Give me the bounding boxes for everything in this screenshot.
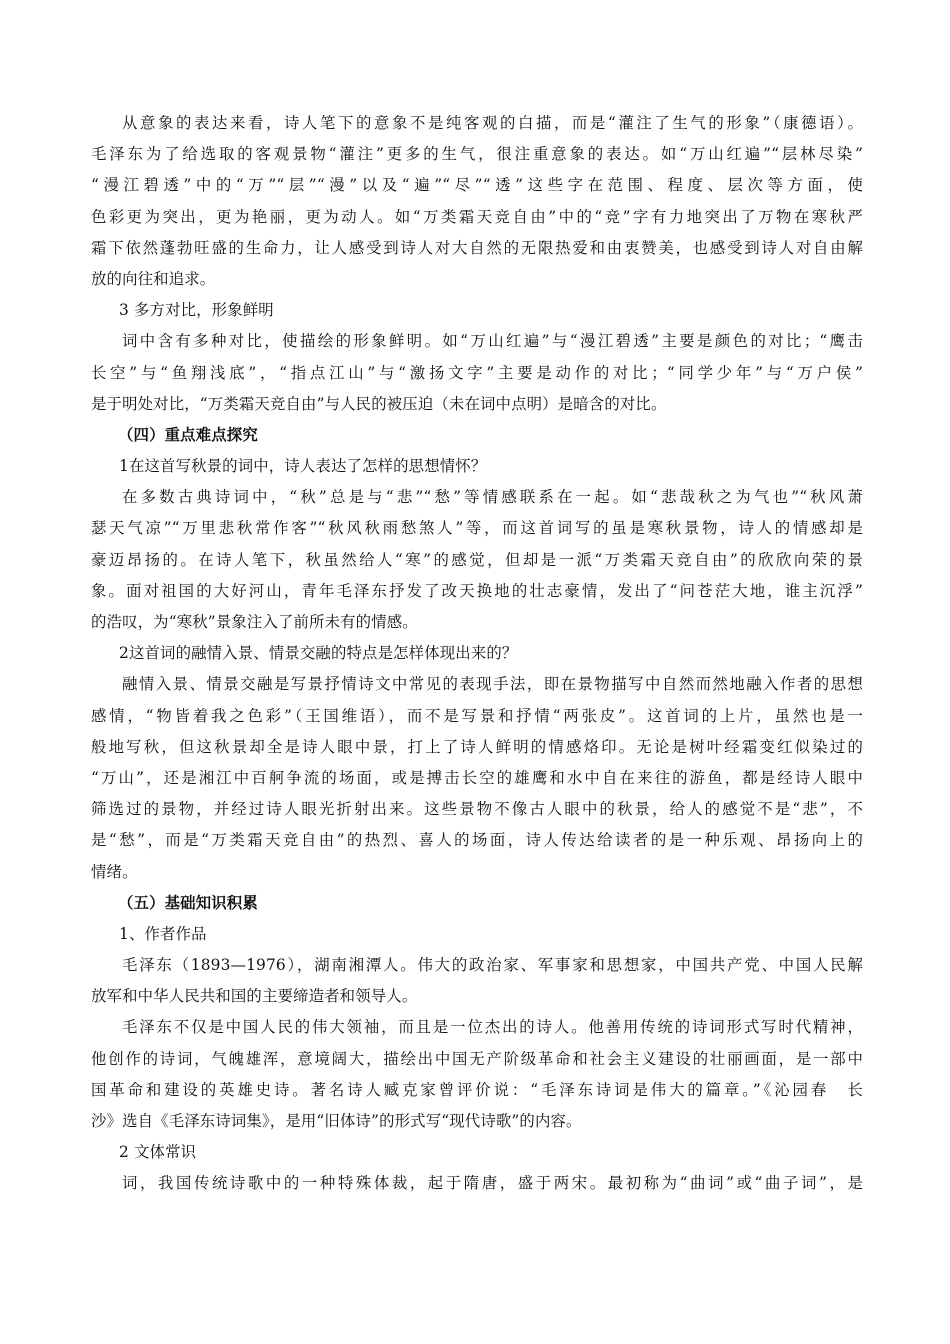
text-line: 词中含有多种对比，使描绘的形象鲜明。如“万山红遍”与“漫江碧透”主要是颜色的对比；“鹰击 — [122, 332, 863, 351]
section-heading: （四）重点难点探究 — [118, 425, 258, 444]
text-line: 3 多方对比，形象鲜明 — [119, 301, 274, 320]
text-line: 是“愁”，而是“万类霜天竞自由”的热烈、喜人的场面，诗人传达给读者的是一种乐观、昂扬向上的 — [91, 831, 863, 850]
text-line: 1、作者作品 — [119, 924, 207, 943]
text-line: 毛泽东为了给选取的客观景物“灌注”更多的生气，很注重意象的表达。如“万山红遍”“层林尽染” — [91, 145, 863, 164]
text-line: 从意象的表达来看，诗人笔下的意象不是纯客观的白描，而是“灌注了生气的形象”（康德语）。 — [122, 114, 863, 132]
text-line: 2这首词的融情入景、情景交融的特点是怎样体现出来的？ — [119, 644, 518, 663]
text-line: 霜下依然蓬勃旺盛的生命力，让人感受到诗人对大自然的无限热爱和由衷赞美，也感受到诗人对自由解 — [91, 238, 863, 257]
text-line: 毛泽东不仅是中国人民的伟大领袖，而且是一位杰出的诗人。他善用传统的诗词形式写时代精神， — [122, 1018, 863, 1037]
text-line: 象。面对祖国的大好河山，青年毛泽东抒发了改天换地的壮志豪情，发出了“问苍茫大地，谁主沉浮” — [91, 581, 863, 600]
text-line: 沙》选自《毛泽东诗词集》，是用“旧体诗”的形式写“现代诗歌”的内容。 — [91, 1112, 582, 1130]
text-line: 情绪。 — [91, 862, 138, 881]
text-line: 是于明处对比，“万类霜天竞自由”与人民的被压迫（未在词中点明）是暗含的对比。 — [91, 394, 667, 413]
document-page — [91, 108, 863, 1200]
text-line: 豪迈昂扬的。在诗人笔下，秋虽然给人“寒”的感觉，但却是一派“万类霜天竞自由”的欣欣向荣的景 — [91, 550, 863, 569]
text-line: 般地写秋，但这秋景却全是诗人眼中景，打上了诗人鲜明的情感烙印。无论是树叶经霜变红似染过的 — [91, 737, 863, 756]
text-line: 瑟天气凉”“万里悲秋常作客”“秋风秋雨愁煞人”等，而这首词写的虽是寒秋景物，诗人的情感却是 — [91, 519, 863, 538]
text-line: 融情入景、情景交融是写景抒情诗文中常见的表现手法，即在景物描写中自然而然地融入作者的思想 — [122, 675, 863, 694]
text-line: 国革命和建设的英雄史诗。著名诗人臧克家曾评价说：“毛泽东诗词是伟大的篇章。”《沁园春 长 — [91, 1080, 863, 1099]
section-heading: （五）基础知识积累 — [118, 893, 258, 912]
text-line: 放军和中华人民共和国的主要缔造者和领导人。 — [91, 987, 418, 1006]
text-line: 长空”与“鱼翔浅底”，“指点江山”与“激扬文字”主要是动作的对比；“同学少年”与“万户侯” — [91, 363, 863, 382]
text-line: 感情，“物皆着我之色彩”（王国维语），而不是写景和抒情“两张皮”。这首词的上片，虽然也是一 — [91, 706, 863, 725]
text-line: “漫江碧透”中的“万”“层”“漫”以及“遍”“尽”“透”这些字在范围、程度、层次等方面，使 — [91, 176, 863, 195]
text-line: 的浩叹，为“寒秋”景象注入了前所未有的情感。 — [91, 613, 418, 631]
text-line: 在多数古典诗词中，“秋”总是与“悲”“愁”等情感联系在一起。如“悲哉秋之为气也”“秋风萧 — [122, 488, 863, 507]
text-line: 筛选过的景物，并经过诗人眼光折射出来。这些景物不像古人眼中的秋景，给人的感觉不是“悲”，不 — [91, 800, 863, 819]
text-line: 毛泽东（1893—1976），湖南湘潭人。伟大的政治家、军事家和思想家，中国共产党、中国人民解 — [122, 956, 863, 975]
text-line: 放的向往和追求。 — [91, 269, 216, 288]
text-line: “万山”，还是湘江中百舸争流的场面，或是搏击长空的雄鹰和水中自在来往的游鱼，都是经诗人眼中 — [91, 768, 863, 787]
text-line: 词，我国传统诗歌中的一种特殊体裁，起于隋唐，盛于两宋。最初称为“曲词”或“曲子词”，是 — [122, 1174, 863, 1193]
text-line: 色彩更为突出，更为艳丽，更为动人。如“万类霜天竞自由”中的“竞”字有力地突出了万物在寒秋严 — [91, 207, 863, 226]
text-line: 他创作的诗词，气魄雄浑，意境阔大，描绘出中国无产阶级革命和社会主义建设的壮丽画面，是一部中 — [91, 1049, 863, 1068]
text-line: 2 文体常识 — [119, 1143, 197, 1162]
text-line: 1在这首写秋景的词中，诗人表达了怎样的思想情怀？ — [119, 457, 487, 476]
